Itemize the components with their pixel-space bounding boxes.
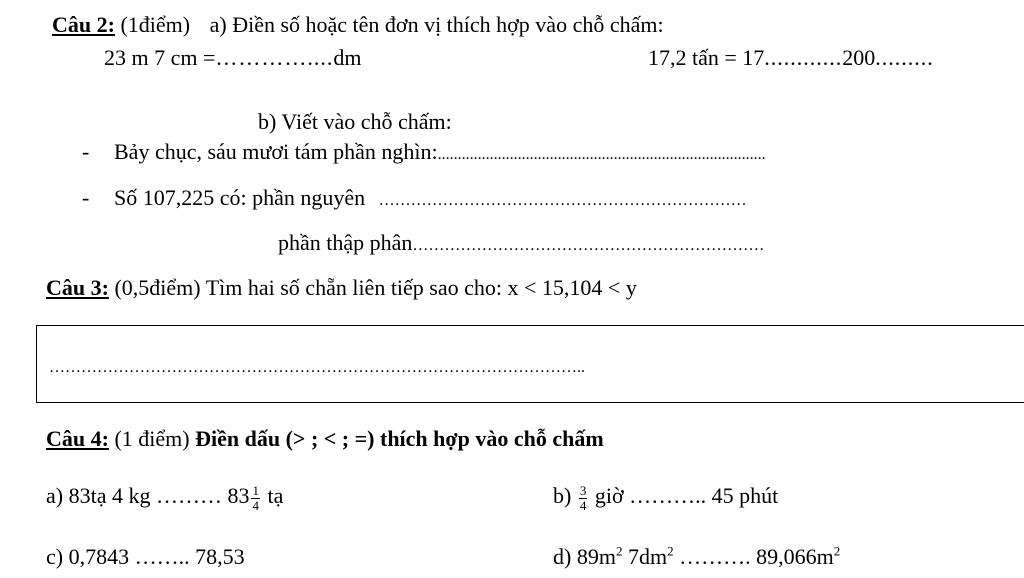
q2-b-line3 bbox=[278, 232, 764, 254]
q4-d-prefix: d) 89m bbox=[553, 544, 616, 569]
q4-a-fraction: $\frac{1}{4}$ bbox=[252, 483, 259, 513]
q4-d-sup1: 2 bbox=[615, 543, 623, 559]
q2-a-item1 bbox=[104, 47, 362, 69]
q2-label: Câu 2: bbox=[52, 12, 115, 37]
q2-a-item2-blank1[interactable]: ............ bbox=[764, 45, 843, 70]
q2-heading bbox=[52, 14, 664, 36]
q2-a-item2-mid: 200 bbox=[842, 45, 876, 70]
q2-b-line3-blank[interactable]: ………………………………………………………… bbox=[412, 237, 765, 254]
q4-a-unit: tạ bbox=[267, 483, 284, 509]
q2-a-item1-unit: dm bbox=[333, 45, 362, 70]
q2-a-item1-left: 23 m 7 cm = bbox=[104, 45, 216, 70]
q4-b-unit: giờ bbox=[594, 483, 624, 509]
q4-d bbox=[553, 543, 841, 569]
q2-a-instruction: a) Điền số hoặc tên đơn vị thích hợp vào chỗ chấm: bbox=[209, 12, 664, 37]
q4-d-mid: 7dm bbox=[627, 544, 668, 569]
q4-b bbox=[553, 484, 778, 512]
q4-c bbox=[46, 546, 245, 568]
q4-c-right: 78,53 bbox=[195, 544, 245, 569]
q4-a-left: a) 83tạ 4 kg bbox=[46, 483, 151, 509]
q2-a-item2-left: 17,2 tấn = 17 bbox=[648, 45, 765, 70]
q3-label: Câu 3: bbox=[46, 275, 109, 300]
q4-d-blank[interactable]: ………. bbox=[679, 544, 751, 569]
q3-text: (0,5điểm) Tìm hai số chẵn liên tiếp sao cho: x < 15,104 < y bbox=[114, 275, 637, 300]
q2-a-item2-blank2[interactable]: ......... bbox=[875, 45, 934, 70]
q2-b-instruction: b) Viết vào chỗ chấm: bbox=[258, 109, 452, 134]
q4-c-left: c) 0,7843 bbox=[46, 544, 130, 569]
q4-label: Câu 4: bbox=[46, 426, 109, 451]
q2-points: (1điểm) bbox=[120, 12, 191, 37]
q4-a-whole: 83 bbox=[227, 483, 250, 509]
q2-b-line3-text: phần thập phân bbox=[278, 230, 413, 255]
q2-b-line1-blank[interactable]: .................................................................................. bbox=[437, 146, 766, 163]
q2-b-line2: - Số 107,225 có: phần nguyên …………………………………………………………… bbox=[82, 185, 747, 210]
q4-d-right: 89,066m bbox=[756, 544, 834, 569]
q2-a-item2 bbox=[648, 47, 934, 69]
q4-b-fraction: $\frac{3}{4}$ bbox=[579, 483, 587, 513]
q4-a-blank[interactable]: ……… bbox=[155, 483, 222, 509]
q4-b-prefix: b) bbox=[553, 483, 572, 509]
q4-d-sup3: 2 bbox=[833, 543, 841, 559]
q4-c-blank[interactable]: …….. bbox=[134, 544, 190, 569]
q2-b-line1: - Bảy chục, sáu mươi tám phần nghìn:.................................................................................. bbox=[82, 139, 766, 164]
q3-heading bbox=[46, 277, 637, 299]
q4-instruction: Điền dấu (> ; < ; =) thích hợp vào chỗ chấm bbox=[195, 426, 604, 451]
q2-a-item1-blank[interactable]: ………….... bbox=[215, 45, 334, 70]
q2-b-line2-text: Số 107,225 có: phần nguyên bbox=[114, 185, 366, 210]
q3-answer-dots[interactable]: ……………………………………………………………………………………….. bbox=[49, 359, 585, 376]
q4-d-sup2: 2 bbox=[667, 543, 674, 559]
q4-heading bbox=[46, 428, 604, 450]
q2-b-line1-text: Bảy chục, sáu mươi tám phần nghìn: bbox=[114, 139, 438, 164]
q4-points: (1 điểm) bbox=[114, 426, 190, 451]
q3-answer-box[interactable] bbox=[36, 325, 1024, 403]
q2-b-line2-blank[interactable]: …………………………………………………………… bbox=[378, 192, 747, 209]
q4-b-blank[interactable]: ……….. bbox=[629, 483, 707, 509]
q4-a bbox=[46, 484, 283, 512]
q4-b-right: 45 phút bbox=[711, 483, 779, 509]
